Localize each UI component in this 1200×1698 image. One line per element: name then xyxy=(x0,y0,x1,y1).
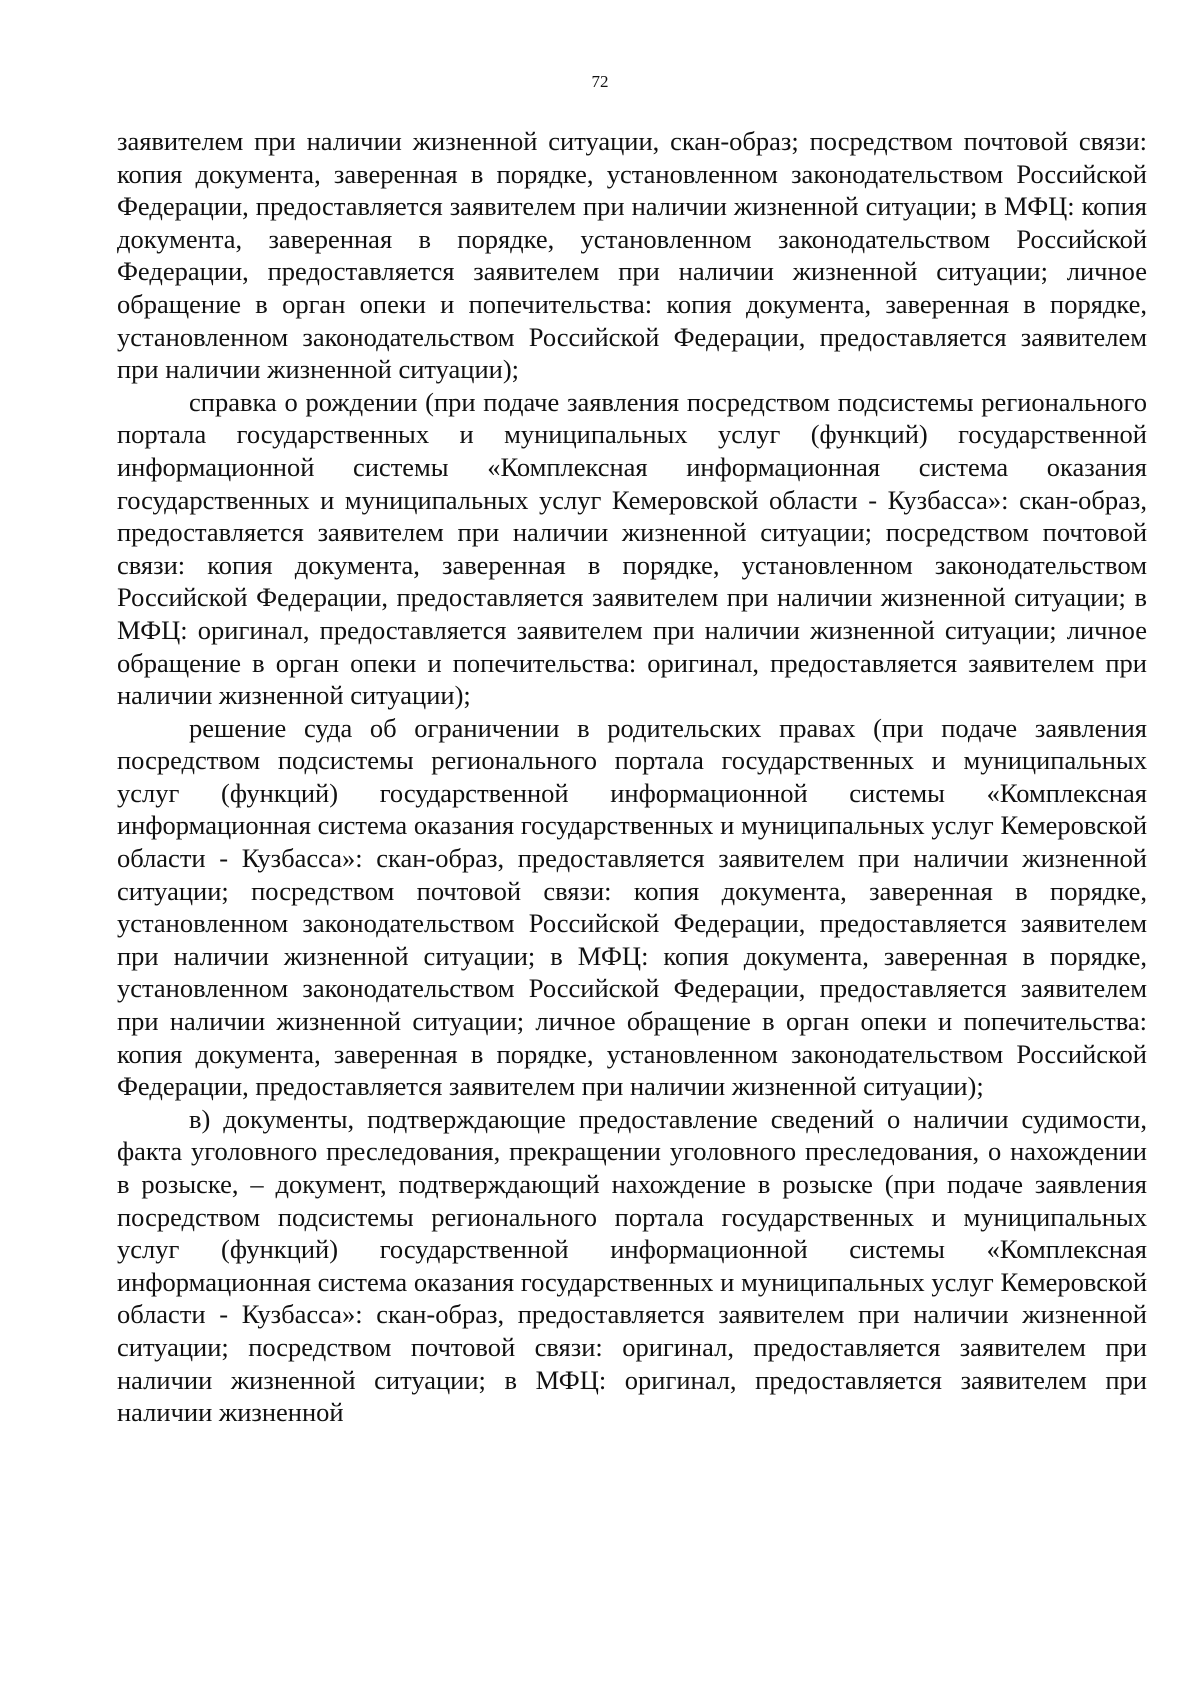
paragraph-court-decision: решение суда об ограничении в родительских правах (при подаче заявления посредством подсистемы регионального портала государственных и муниципальных услуг (функций) государственной информационной системы «Комплексная информационная система оказания государственных и муниципальных услуг Кемеровской области - Кузбасса»: скан-образ, предоставляется заявителем при наличии жизненной ситуации; посредством почтовой связи: копия документа, заверенная в порядке, установленном законодательством Российской Федерации, предоставляется заявителем при наличии жизненной ситуации; в МФЦ: копия документа, заверенная в порядке, установленном законодательством Российской Федерации, предоставляется заявителем при наличии жизненной ситуации; личное обращение в орган опеки и попечительства: копия документа, заверенная в порядке, установленном законодательством Российской Федерации, предоставляется заявителем при наличии жизненной ситуации); xyxy=(117,712,1147,1102)
paragraph-birth-certificate: справка о рождении (при подаче заявления посредством подсистемы регионального портала государственных и муниципальных услуг (функций) государственной информационной системы «Комплексная информационная система оказания государственных и муниципальных услуг Кемеровской области - Кузбасса»: скан-образ, предоставляется заявителем при наличии жизненной ситуации; посредством почтовой связи: копия документа, заверенная в порядке, установленном законодательством Российской Федерации, предоставляется заявителем при наличии жизненной ситуации; в МФЦ: оригинал, предоставляется заявителем при наличии жизненной ситуации; личное обращение в орган опеки и попечительства: оригинал, предоставляется заявителем при наличии жизненной ситуации); xyxy=(117,386,1147,711)
document-body xyxy=(117,125,1147,1429)
page-number: 72 xyxy=(591,72,609,91)
paragraph-criminal-record-documents: в) документы, подтверждающие предоставление сведений о наличии судимости, факта уголовного преследования, прекращении уголовного преследования, о нахождении в розыске, – документ, подтверждающий нахождение в розыске (при подаче заявления посредством подсистемы регионального портала государственных и муниципальных услуг (функций) государственной информационной системы «Комплексная информационная система оказания государственных и муниципальных услуг Кемеровской области - Кузбасса»: скан-образ, предоставляется заявителем при наличии жизненной ситуации; посредством почтовой связи: оригинал, предоставляется заявителем при наличии жизненной ситуации; в МФЦ: оригинал, предоставляется заявителем при наличии жизненной xyxy=(117,1103,1147,1428)
paragraph-continuation: заявителем при наличии жизненной ситуации, скан-образ; посредством почтовой связи: копия документа, заверенная в порядке, установленном законодательством Российской Федерации, предоставляется заявителем при наличии жизненной ситуации; в МФЦ: копия документа, заверенная в порядке, установленном законодательством Российской Федерации, предоставляется заявителем при наличии жизненной ситуации; личное обращение в орган опеки и попечительства: копия документа, заверенная в порядке, установленном законодательством Российской Федерации, предоставляется заявителем при наличии жизненной ситуации); xyxy=(117,126,1147,385)
